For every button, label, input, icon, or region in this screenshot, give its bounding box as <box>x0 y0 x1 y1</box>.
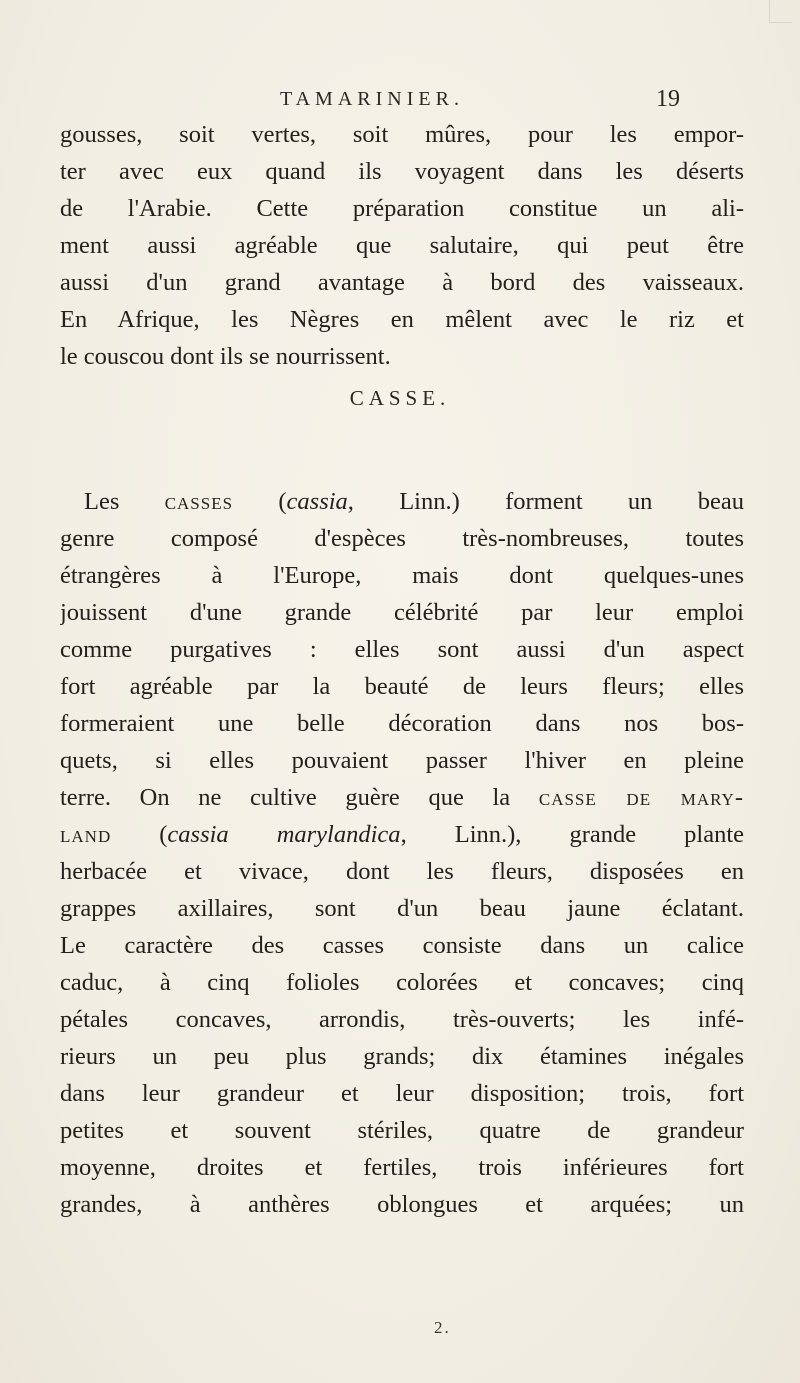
italic-term: cassia <box>286 488 348 515</box>
text-line: ment aussi agréable que salutaire, qui peut être <box>60 232 744 259</box>
text-run: Les <box>84 488 165 515</box>
paragraph-casse <box>60 483 744 1223</box>
text-line: petites et souvent stériles, quatre de grandeur <box>60 1117 744 1144</box>
text-line: grappes axillaires, sont d'un beau jaune éclatant. <box>60 895 744 922</box>
text-line <box>60 779 744 816</box>
text-line <box>60 816 744 853</box>
text-run: terre. On ne cultive guère que la <box>60 784 539 811</box>
text-line: formeraient une belle décoration dans nos bos- <box>60 710 744 737</box>
text-line: comme purgatives : elles sont aussi d'un aspect <box>60 636 744 663</box>
text-line: herbacée et vivace, dont les fleurs, disposées en <box>60 858 744 885</box>
text-line <box>60 483 744 520</box>
text-line: quets, si elles pouvaient passer l'hiver en pleine <box>60 747 744 774</box>
text-line: En Afrique, les Nègres en mêlent avec le riz et <box>60 306 744 333</box>
text-run: , Linn.) forment un beau <box>347 488 744 515</box>
text-line: jouissent d'une grande célébrité par leur emploi <box>60 599 744 626</box>
text-line: aussi d'un grand avantage à bord des vaisseaux. <box>60 269 744 296</box>
text-line: pétales concaves, arrondis, très-ouverts; les infé- <box>60 1006 744 1033</box>
small-caps-term: land <box>60 821 112 848</box>
text-line: gousses, soit vertes, soit mûres, pour les empor- <box>60 121 744 148</box>
text-line: de l'Arabie. Cette préparation constitue un ali- <box>60 195 744 222</box>
page-number: 19 <box>656 86 680 112</box>
text-line: dans leur grandeur et leur disposition; trois, fort <box>60 1080 744 1107</box>
section-title-casse: CASSE. <box>349 386 451 410</box>
paragraph-tamarinier <box>60 116 744 375</box>
small-caps-term: casse de mary- <box>538 784 744 811</box>
text-line: grandes, à anthères oblongues et arquées; un <box>60 1191 744 1218</box>
text-line: le couscou dont ils se nourrissent. <box>60 343 391 370</box>
text-line: Le caractère des casses consiste dans un calice <box>60 932 744 959</box>
small-caps-term: casses <box>164 488 234 515</box>
signature-mark: 2. <box>434 1318 451 1337</box>
text-line: genre composé d'espèces très-nombreuses, toutes <box>60 525 744 552</box>
italic-term: cassia marylandica <box>167 821 401 848</box>
text-line: fort agréable par la beauté de leurs fleurs; elles <box>60 673 744 700</box>
text-run: ( <box>233 488 287 515</box>
text-run: , Linn.), grande plante <box>400 821 744 848</box>
running-title: TAMARINIER. <box>280 88 464 110</box>
page-header <box>240 88 680 118</box>
text-line: étrangères à l'Europe, mais dont quelques-unes <box>60 562 744 589</box>
text-run: ( <box>111 821 168 848</box>
text-line: caduc, à cinq folioles colorées et concaves; cinq <box>60 969 744 996</box>
text-line: moyenne, droites et fertiles, trois inférieures fort <box>60 1154 744 1181</box>
text-line: rieurs un peu plus grands; dix étamines inégales <box>60 1043 744 1070</box>
page-corner-mark <box>769 0 792 23</box>
text-line: ter avec eux quand ils voyagent dans les déserts <box>60 158 744 185</box>
